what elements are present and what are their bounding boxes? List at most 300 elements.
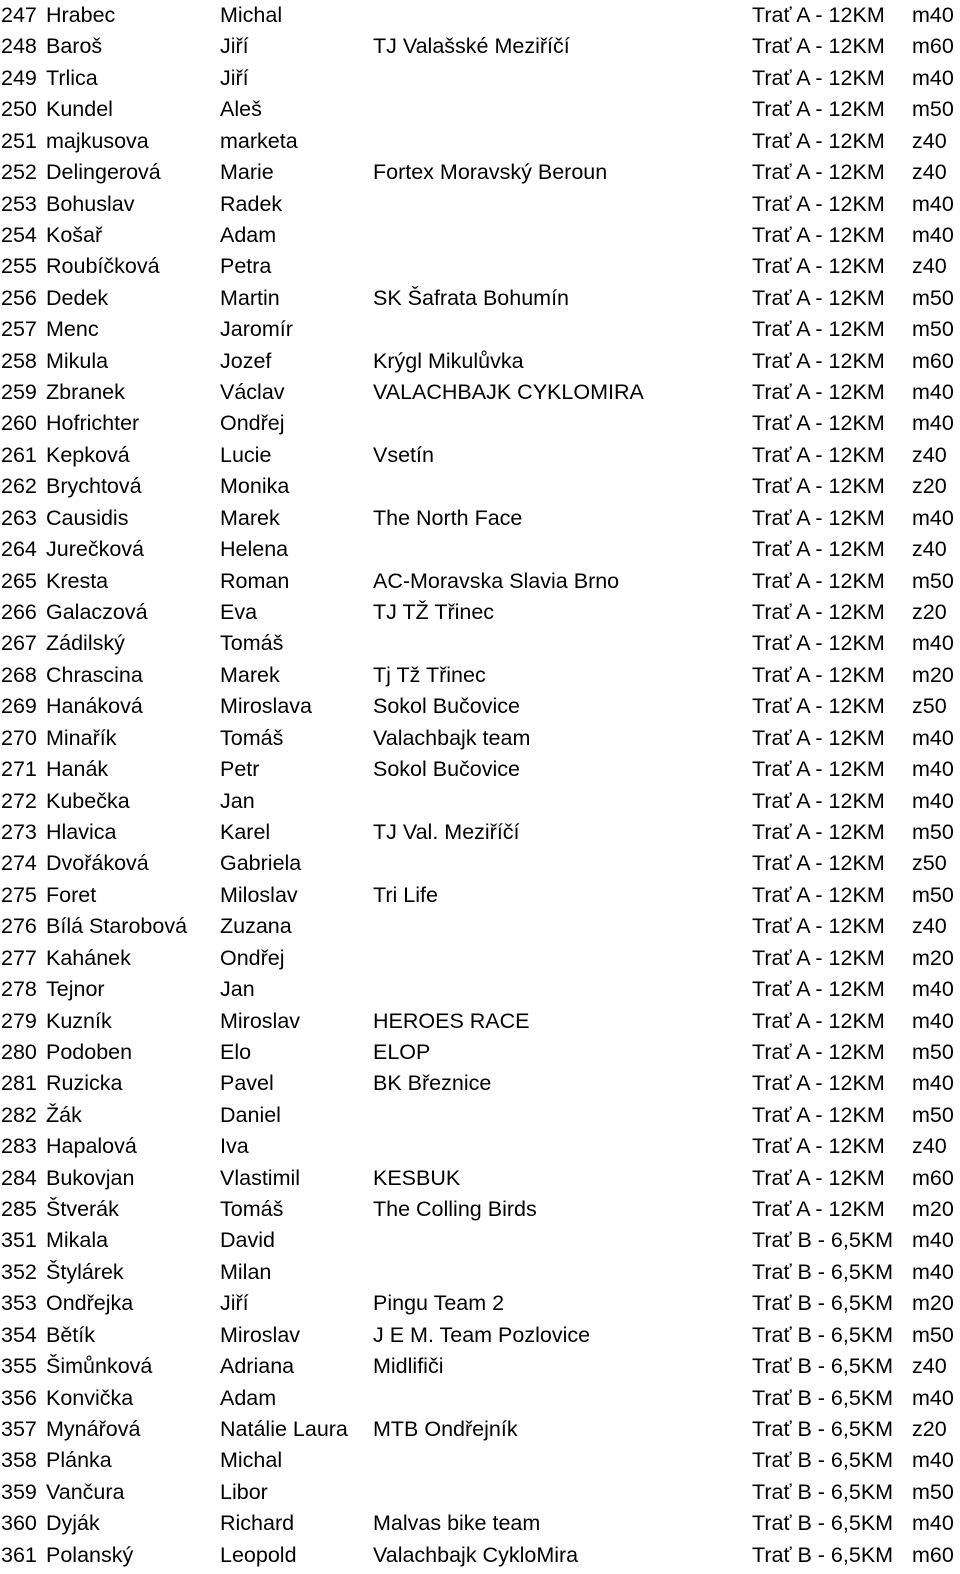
- club-name: SK Šafrata Bohumín: [373, 285, 569, 310]
- first-name: Milan: [220, 1259, 272, 1284]
- last-name: Bílá Starobová: [46, 914, 188, 939]
- last-name: Podoben: [46, 1039, 133, 1064]
- club-name: ELOP: [373, 1039, 431, 1064]
- table-row: [0, 911, 960, 942]
- first-name: Martin: [220, 285, 280, 310]
- category: m40: [912, 1228, 954, 1253]
- track-name: Trať A - 12KM: [752, 1134, 885, 1159]
- last-name: Žák: [46, 1102, 82, 1127]
- first-name: Miroslava: [220, 694, 312, 719]
- table-row: [0, 1163, 960, 1194]
- table-row: [0, 943, 960, 974]
- start-number: 255: [1, 254, 37, 279]
- track-name: Trať A - 12KM: [752, 191, 885, 216]
- table-row: [0, 566, 960, 597]
- first-name: Václav: [220, 380, 285, 405]
- first-name: Gabriela: [220, 851, 302, 876]
- table-row: [0, 723, 960, 754]
- track-name: Trať A - 12KM: [752, 1071, 885, 1096]
- track-name: Trať B - 6,5KM: [752, 1291, 894, 1316]
- club-name: Pingu Team 2: [373, 1291, 505, 1316]
- start-number: 273: [1, 819, 37, 844]
- category: m40: [912, 725, 954, 750]
- track-name: Trať A - 12KM: [752, 348, 885, 373]
- track-name: Trať A - 12KM: [752, 442, 885, 467]
- first-name: Tomáš: [220, 725, 284, 750]
- last-name: Kahánek: [46, 945, 131, 970]
- club-name: Vsetín: [373, 442, 434, 467]
- start-number: 262: [1, 474, 37, 499]
- start-number: 261: [1, 442, 37, 467]
- category: z40: [912, 1354, 947, 1379]
- category: m40: [912, 1008, 954, 1033]
- track-name: Trať A - 12KM: [752, 914, 885, 939]
- start-number: 252: [1, 160, 37, 185]
- table-row: [0, 691, 960, 722]
- last-name: Dedek: [46, 285, 109, 310]
- category: z20: [912, 600, 947, 625]
- last-name: Plánka: [46, 1448, 112, 1473]
- first-name: Monika: [220, 474, 290, 499]
- first-name: Miroslav: [220, 1322, 301, 1347]
- track-name: Trať A - 12KM: [752, 285, 885, 310]
- category: m60: [912, 348, 954, 373]
- track-name: Trať A - 12KM: [752, 3, 885, 27]
- category: z40: [912, 537, 947, 562]
- first-name: Jan: [220, 788, 255, 813]
- start-number: 267: [1, 631, 37, 656]
- club-name: Midlifiči: [373, 1354, 444, 1379]
- start-number: 270: [1, 725, 37, 750]
- category: m50: [912, 1102, 954, 1127]
- track-name: Trať A - 12KM: [752, 977, 885, 1002]
- first-name: marketa: [220, 128, 298, 153]
- start-number: 356: [1, 1385, 37, 1410]
- start-number: 247: [1, 3, 37, 27]
- start-number: 257: [1, 317, 37, 342]
- table-row: [0, 974, 960, 1005]
- first-name: Aleš: [220, 97, 262, 122]
- last-name: Zádilský: [46, 631, 125, 656]
- table-row: [0, 0, 960, 31]
- start-number: 278: [1, 977, 37, 1002]
- track-name: Trať A - 12KM: [752, 474, 885, 499]
- table-row: [0, 817, 960, 848]
- table-row: [0, 1508, 960, 1539]
- last-name: Kubečka: [46, 788, 130, 813]
- start-number: 260: [1, 411, 37, 436]
- last-name: Štverák: [46, 1197, 119, 1222]
- start-number: 361: [1, 1542, 37, 1567]
- last-name: Konvička: [46, 1385, 134, 1410]
- category: m60: [912, 1165, 954, 1190]
- last-name: Ruzicka: [46, 1071, 123, 1096]
- club-name: BK Březnice: [373, 1071, 492, 1096]
- track-name: Trať B - 6,5KM: [752, 1479, 894, 1504]
- track-name: Trať B - 6,5KM: [752, 1259, 894, 1284]
- table-row: [0, 346, 960, 377]
- category: m40: [912, 222, 954, 247]
- start-number: 355: [1, 1354, 37, 1379]
- first-name: Elo: [220, 1039, 252, 1064]
- track-name: Trať B - 6,5KM: [752, 1416, 894, 1441]
- first-name: Michal: [220, 1448, 283, 1473]
- start-number: 354: [1, 1322, 37, 1347]
- start-number: 264: [1, 537, 37, 562]
- table-row: [0, 126, 960, 157]
- category: m50: [912, 317, 954, 342]
- last-name: Jurečková: [46, 537, 144, 562]
- first-name: Libor: [220, 1479, 268, 1504]
- table-row: [0, 440, 960, 471]
- track-name: Trať B - 6,5KM: [752, 1354, 894, 1379]
- start-number: 358: [1, 1448, 37, 1473]
- start-number: 265: [1, 568, 37, 593]
- category: m50: [912, 285, 954, 310]
- track-name: Trať A - 12KM: [752, 537, 885, 562]
- start-number: 280: [1, 1039, 37, 1064]
- category: z20: [912, 474, 947, 499]
- last-name: Kresta: [46, 568, 109, 593]
- category: z40: [912, 254, 947, 279]
- first-name: Jiří: [220, 65, 249, 90]
- track-name: Trať A - 12KM: [752, 788, 885, 813]
- last-name: Foret: [46, 882, 97, 907]
- club-name: HEROES RACE: [373, 1008, 530, 1033]
- table-row: [0, 1006, 960, 1037]
- first-name: Ondřej: [220, 945, 285, 970]
- table-row: [0, 189, 960, 220]
- category: m50: [912, 882, 954, 907]
- table-row: [0, 377, 960, 408]
- start-number: 268: [1, 662, 37, 687]
- last-name: Vančura: [46, 1479, 125, 1504]
- club-name: Valachbajk team: [373, 725, 531, 750]
- last-name: Causidis: [46, 505, 129, 530]
- track-name: Trať B - 6,5KM: [752, 1385, 894, 1410]
- track-name: Trať A - 12KM: [752, 128, 885, 153]
- category: m40: [912, 1448, 954, 1473]
- table-row: [0, 63, 960, 94]
- start-number: 353: [1, 1291, 37, 1316]
- start-number: 271: [1, 757, 37, 782]
- start-number: 248: [1, 34, 37, 59]
- table-row: [0, 754, 960, 785]
- table-row: [0, 880, 960, 911]
- club-name: MTB Ondřejník: [373, 1416, 518, 1441]
- start-number: 277: [1, 945, 37, 970]
- club-name: The North Face: [373, 505, 523, 530]
- start-number: 269: [1, 694, 37, 719]
- club-name: Sokol Bučovice: [373, 694, 520, 719]
- track-name: Trať A - 12KM: [752, 505, 885, 530]
- track-name: Trať A - 12KM: [752, 1102, 885, 1127]
- category: m50: [912, 819, 954, 844]
- last-name: Menc: [46, 317, 99, 342]
- category: m40: [912, 631, 954, 656]
- first-name: Jan: [220, 977, 255, 1002]
- club-name: Fortex Moravský Beroun: [373, 160, 608, 185]
- track-name: Trať A - 12KM: [752, 160, 885, 185]
- track-name: Trať B - 6,5KM: [752, 1322, 894, 1347]
- category: m40: [912, 977, 954, 1002]
- track-name: Trať A - 12KM: [752, 882, 885, 907]
- table-row: [0, 1383, 960, 1414]
- last-name: Delingerová: [46, 160, 161, 185]
- last-name: Chrascina: [46, 662, 143, 687]
- first-name: David: [220, 1228, 275, 1253]
- category: z20: [912, 1416, 947, 1441]
- start-number: 256: [1, 285, 37, 310]
- start-number: 279: [1, 1008, 37, 1033]
- track-name: Trať A - 12KM: [752, 97, 885, 122]
- track-name: Trať A - 12KM: [752, 1039, 885, 1064]
- table-row: [0, 1194, 960, 1225]
- last-name: Zbranek: [46, 380, 125, 405]
- first-name: Lucie: [220, 442, 272, 467]
- last-name: Kundel: [46, 97, 113, 122]
- table-row: [0, 1320, 960, 1351]
- last-name: Bohuslav: [46, 191, 135, 216]
- category: m50: [912, 1322, 954, 1347]
- category: m40: [912, 380, 954, 405]
- track-name: Trať A - 12KM: [752, 725, 885, 750]
- start-number: 359: [1, 1479, 37, 1504]
- start-number: 284: [1, 1165, 37, 1190]
- table-row: [0, 1068, 960, 1099]
- last-name: Kepková: [46, 442, 130, 467]
- last-name: Mikala: [46, 1228, 109, 1253]
- first-name: Daniel: [220, 1102, 281, 1127]
- first-name: Richard: [220, 1511, 295, 1536]
- category: m50: [912, 97, 954, 122]
- category: m40: [912, 1385, 954, 1410]
- track-name: Trať A - 12KM: [752, 631, 885, 656]
- table-row: [0, 31, 960, 62]
- club-name: Sokol Bučovice: [373, 757, 520, 782]
- last-name: Kuzník: [46, 1008, 112, 1033]
- first-name: Iva: [220, 1134, 249, 1159]
- category: m40: [912, 3, 954, 27]
- first-name: Marek: [220, 662, 280, 687]
- first-name: Miloslav: [220, 882, 298, 907]
- first-name: Natálie Laura: [220, 1416, 348, 1441]
- track-name: Trať B - 6,5KM: [752, 1228, 894, 1253]
- start-number: 357: [1, 1416, 37, 1441]
- club-name: TJ Valašské Meziříčí: [373, 34, 570, 59]
- club-name: Tj Tž Třinec: [373, 662, 486, 687]
- track-name: Trať A - 12KM: [752, 694, 885, 719]
- category: m50: [912, 568, 954, 593]
- category: m20: [912, 1197, 954, 1222]
- start-number: 250: [1, 97, 37, 122]
- track-name: Trať B - 6,5KM: [752, 1542, 894, 1567]
- start-number: 249: [1, 65, 37, 90]
- category: z40: [912, 914, 947, 939]
- first-name: Marek: [220, 505, 280, 530]
- first-name: Marie: [220, 160, 274, 185]
- start-number: 281: [1, 1071, 37, 1096]
- last-name: Bukovjan: [46, 1165, 135, 1190]
- table-row: [0, 1445, 960, 1476]
- track-name: Trať A - 12KM: [752, 757, 885, 782]
- first-name: Petr: [220, 757, 260, 782]
- table-row: [0, 848, 960, 879]
- first-name: Eva: [220, 600, 258, 625]
- start-number: 272: [1, 788, 37, 813]
- last-name: Polanský: [46, 1542, 134, 1567]
- category: z50: [912, 851, 947, 876]
- start-number: 259: [1, 380, 37, 405]
- table-row: [0, 283, 960, 314]
- club-name: TJ Val. Meziříčí: [373, 819, 520, 844]
- table-row: [0, 1477, 960, 1508]
- table-row: [0, 471, 960, 502]
- table-row: [0, 1100, 960, 1131]
- table-row: [0, 408, 960, 439]
- track-name: Trať A - 12KM: [752, 851, 885, 876]
- last-name: Hlavica: [46, 819, 117, 844]
- club-name: Malvas bike team: [373, 1511, 541, 1536]
- category: m40: [912, 191, 954, 216]
- first-name: Adriana: [220, 1354, 295, 1379]
- start-number: 253: [1, 191, 37, 216]
- club-name: J E M. Team Pozlovice: [373, 1322, 591, 1347]
- track-name: Trať A - 12KM: [752, 317, 885, 342]
- first-name: Michal: [220, 3, 283, 27]
- category: z40: [912, 128, 947, 153]
- track-name: Trať A - 12KM: [752, 819, 885, 844]
- first-name: Jozef: [220, 348, 272, 373]
- last-name: Bětík: [46, 1322, 95, 1347]
- category: m40: [912, 65, 954, 90]
- club-name: VALACHBAJK CYKLOMIRA: [373, 380, 644, 405]
- category: m40: [912, 411, 954, 436]
- last-name: Galaczová: [46, 600, 148, 625]
- track-name: Trať A - 12KM: [752, 1197, 885, 1222]
- track-name: Trať A - 12KM: [752, 662, 885, 687]
- start-number: 285: [1, 1197, 37, 1222]
- last-name: Hanáková: [46, 694, 143, 719]
- club-name: KESBUK: [373, 1165, 461, 1190]
- first-name: Miroslav: [220, 1008, 301, 1033]
- last-name: Ondřejka: [46, 1291, 134, 1316]
- first-name: Tomáš: [220, 1197, 284, 1222]
- category: z40: [912, 442, 947, 467]
- club-name: AC-Moravska Slavia Brno: [373, 568, 620, 593]
- category: m20: [912, 1291, 954, 1316]
- track-name: Trať A - 12KM: [752, 1165, 885, 1190]
- table-row: [0, 157, 960, 188]
- category: z50: [912, 694, 947, 719]
- table-row: [0, 1225, 960, 1256]
- last-name: Minařík: [46, 725, 117, 750]
- first-name: Adam: [220, 222, 277, 247]
- track-name: Trať A - 12KM: [752, 380, 885, 405]
- first-name: Zuzana: [220, 914, 292, 939]
- category: m20: [912, 945, 954, 970]
- last-name: Hrabec: [46, 3, 116, 27]
- first-name: Adam: [220, 1385, 277, 1410]
- first-name: Jiří: [220, 34, 249, 59]
- start-number: 283: [1, 1134, 37, 1159]
- table-row: [0, 660, 960, 691]
- category: m40: [912, 1511, 954, 1536]
- last-name: Hanák: [46, 757, 109, 782]
- category: m40: [912, 788, 954, 813]
- table-row: [0, 786, 960, 817]
- table-row: [0, 1414, 960, 1445]
- first-name: Vlastimil: [220, 1165, 301, 1190]
- last-name: Dyják: [46, 1511, 100, 1536]
- track-name: Trať A - 12KM: [752, 254, 885, 279]
- table-row: [0, 534, 960, 565]
- club-name: Krýgl Mikulůvka: [373, 348, 524, 373]
- first-name: Ondřej: [220, 411, 285, 436]
- start-number: 351: [1, 1228, 37, 1253]
- last-name: Mynářová: [46, 1416, 141, 1441]
- last-name: Hapalová: [46, 1134, 137, 1159]
- club-name: Tri Life: [373, 882, 438, 907]
- last-name: Dvořáková: [46, 851, 149, 876]
- last-name: Mikula: [46, 348, 109, 373]
- first-name: Jaromír: [220, 317, 293, 342]
- first-name: Petra: [220, 254, 272, 279]
- category: z40: [912, 160, 947, 185]
- last-name: Trlica: [46, 65, 98, 90]
- table-row: [0, 1351, 960, 1382]
- start-number: 266: [1, 600, 37, 625]
- club-name: Valachbajk CykloMira: [373, 1542, 579, 1567]
- track-name: Trať A - 12KM: [752, 411, 885, 436]
- start-number: 352: [1, 1259, 37, 1284]
- last-name: Šimůnková: [46, 1354, 153, 1379]
- table-row: [0, 503, 960, 534]
- first-name: Radek: [220, 191, 283, 216]
- table-row: [0, 1257, 960, 1288]
- start-number: 258: [1, 348, 37, 373]
- category: m40: [912, 505, 954, 530]
- last-name: majkusova: [46, 128, 149, 153]
- table-row: [0, 597, 960, 628]
- first-name: Roman: [220, 568, 290, 593]
- last-name: Hofrichter: [46, 411, 140, 436]
- track-name: Trať A - 12KM: [752, 34, 885, 59]
- table-row: [0, 220, 960, 251]
- category: m40: [912, 1071, 954, 1096]
- start-number: 360: [1, 1511, 37, 1536]
- track-name: Trať A - 12KM: [752, 945, 885, 970]
- category: m40: [912, 757, 954, 782]
- start-number: 263: [1, 505, 37, 530]
- last-name: Brychtová: [46, 474, 142, 499]
- category: m50: [912, 1479, 954, 1504]
- start-number: 274: [1, 851, 37, 876]
- first-name: Pavel: [220, 1071, 274, 1096]
- track-name: Trať A - 12KM: [752, 65, 885, 90]
- last-name: Tejnor: [46, 977, 105, 1002]
- category: m40: [912, 1259, 954, 1284]
- first-name: Karel: [220, 819, 271, 844]
- first-name: Leopold: [220, 1542, 297, 1567]
- last-name: Košař: [46, 222, 103, 247]
- club-name: The Colling Birds: [373, 1197, 537, 1222]
- track-name: Trať A - 12KM: [752, 568, 885, 593]
- track-name: Trať B - 6,5KM: [752, 1448, 894, 1473]
- first-name: Helena: [220, 537, 289, 562]
- category: m50: [912, 1039, 954, 1064]
- track-name: Trať B - 6,5KM: [752, 1511, 894, 1536]
